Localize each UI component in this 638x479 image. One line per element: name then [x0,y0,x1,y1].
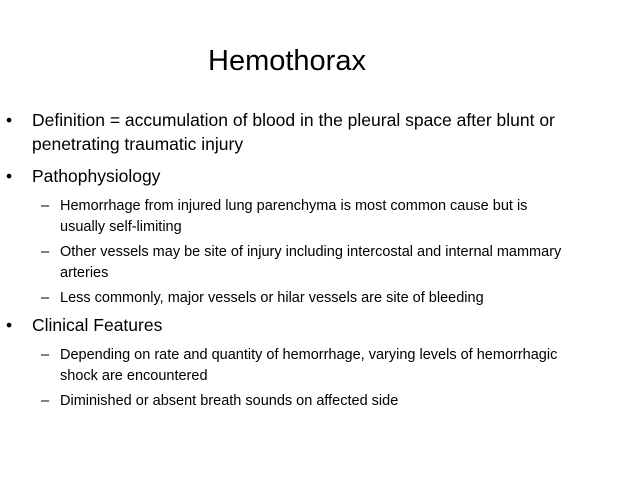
sub-bullet [6,288,566,309]
slide-content [6,108,566,416]
bullet-definition [6,108,566,156]
bullet-icon: • [6,315,13,335]
bullet-icon: • [6,110,13,130]
dash-icon: – [41,290,50,306]
dash-icon: – [41,244,50,260]
bullet-clinical-features [6,313,566,337]
sub-bullet [6,391,566,412]
bullet-text: Clinical Features [32,315,163,335]
bullet-text: Definition = accumulation of blood in the pleural space after blunt or penetrating traumatic injury [32,110,555,154]
bullet-text: Pathophysiology [32,166,161,186]
slide-title: Hemothorax [208,45,366,77]
sub-bullet-text: Less commonly, major vessels or hilar vessels are site of bleeding [60,290,484,306]
sub-bullet [6,345,566,387]
sub-bullet-text: Hemorrhage from injured lung parenchyma is most common cause but is usually self-limiting [60,198,528,235]
sub-bullet-list [6,196,566,309]
dash-icon: – [41,393,50,409]
dash-icon: – [41,347,50,363]
sub-bullet [6,196,566,238]
sub-bullet [6,242,566,284]
sub-bullet-text: Diminished or absent breath sounds on affected side [60,393,399,409]
sub-bullet-text: Other vessels may be site of injury including intercostal and internal mammary arteries [60,244,562,281]
bullet-icon: • [6,166,13,186]
dash-icon: – [41,198,50,214]
bullet-pathophysiology [6,164,566,188]
sub-bullet-list [6,345,566,412]
sub-bullet-text: Depending on rate and quantity of hemorrhage, varying levels of hemorrhagic shock are encountered [60,347,558,384]
